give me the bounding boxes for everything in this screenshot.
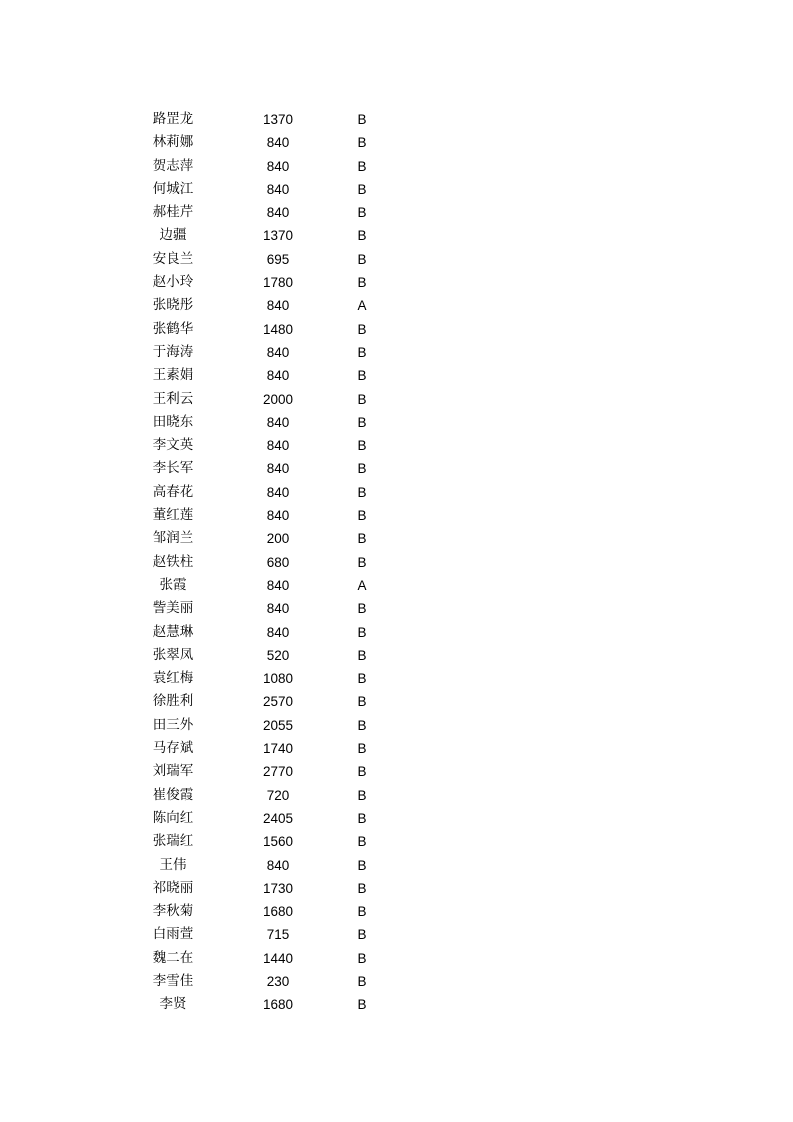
- grade-cell: B: [357, 741, 367, 757]
- amount-cell: 230: [266, 973, 290, 989]
- name-cell: 邹润兰: [152, 530, 194, 547]
- grade-cell: B: [357, 344, 367, 360]
- table-row: [0, 760, 793, 783]
- grade-cell: B: [357, 787, 367, 803]
- grade-cell: B: [357, 275, 367, 291]
- name-cell: 王素娟: [152, 367, 194, 384]
- table-row: [0, 574, 793, 597]
- name-cell: 张鹤华: [152, 320, 194, 337]
- amount-cell: 840: [266, 624, 290, 640]
- name-cell: 袁红梅: [152, 670, 194, 687]
- name-cell: 贺志萍: [152, 157, 194, 174]
- grade-cell: B: [357, 554, 367, 570]
- amount-cell: 840: [266, 158, 290, 174]
- name-cell: 马存斌: [152, 740, 194, 757]
- name-cell: 訾美丽: [152, 600, 194, 617]
- amount-cell: 1780: [262, 275, 294, 291]
- name-cell: 崔俊霞: [152, 786, 194, 803]
- table-row: [0, 504, 793, 527]
- amount-cell: 200: [266, 531, 290, 547]
- name-cell: 田三外: [152, 716, 194, 733]
- grade-cell: B: [357, 997, 367, 1013]
- grade-cell: A: [357, 577, 367, 593]
- table-row: [0, 364, 793, 387]
- table-row: [0, 854, 793, 877]
- table-row: [0, 784, 793, 807]
- amount-cell: 840: [266, 484, 290, 500]
- name-cell: 赵铁柱: [152, 553, 194, 570]
- grade-cell: B: [357, 694, 367, 710]
- table-row: [0, 621, 793, 644]
- amount-cell: 1440: [262, 950, 294, 966]
- grade-cell: B: [357, 671, 367, 687]
- name-cell: 边疆: [159, 227, 187, 244]
- grade-cell: B: [357, 414, 367, 430]
- table-row: [0, 131, 793, 154]
- name-cell: 张晓彤: [152, 297, 194, 314]
- table-row: [0, 551, 793, 574]
- table-row: [0, 527, 793, 550]
- table-row: [0, 411, 793, 434]
- grade-cell: B: [357, 321, 367, 337]
- table-row: [0, 737, 793, 760]
- amount-cell: 840: [266, 344, 290, 360]
- amount-cell: 840: [266, 205, 290, 221]
- grade-cell: B: [357, 973, 367, 989]
- grade-cell: B: [357, 601, 367, 617]
- amount-cell: 1370: [262, 112, 294, 127]
- name-cell: 张霞: [159, 576, 187, 593]
- table-row: [0, 457, 793, 480]
- grade-cell: B: [357, 531, 367, 547]
- amount-cell: 2000: [262, 391, 294, 407]
- table-row: [0, 690, 793, 713]
- grade-cell: B: [357, 205, 367, 221]
- grade-cell: B: [357, 158, 367, 174]
- table-row: [0, 947, 793, 970]
- table-row: [0, 644, 793, 667]
- amount-cell: 840: [266, 508, 290, 524]
- name-cell: 李贤: [159, 996, 187, 1013]
- grade-cell: B: [357, 484, 367, 500]
- name-cell: 王利云: [152, 390, 194, 407]
- name-cell: 刘瑞军: [152, 763, 194, 780]
- amount-cell: 695: [266, 251, 290, 267]
- table-row: [0, 714, 793, 737]
- grade-cell: B: [357, 228, 367, 244]
- amount-cell: 1560: [262, 834, 294, 850]
- amount-cell: 1740: [262, 741, 294, 757]
- table-row: [0, 318, 793, 341]
- name-cell: 徐胜利: [152, 693, 194, 710]
- name-cell: 于海涛: [152, 343, 194, 360]
- amount-cell: 840: [266, 298, 290, 314]
- table-row: [0, 481, 793, 504]
- name-cell: 李文英: [152, 437, 194, 454]
- name-cell: 田晓东: [152, 413, 194, 430]
- grade-cell: A: [357, 298, 367, 314]
- name-cell: 安良兰: [152, 250, 194, 267]
- amount-cell: 840: [266, 181, 290, 197]
- grade-cell: B: [357, 927, 367, 943]
- amount-cell: 1080: [262, 671, 294, 687]
- name-cell: 高春花: [152, 483, 194, 500]
- grade-cell: B: [357, 717, 367, 733]
- grade-cell: B: [357, 391, 367, 407]
- amount-cell: 2055: [262, 717, 294, 733]
- grade-cell: B: [357, 950, 367, 966]
- table-row: [0, 667, 793, 690]
- table-row: [0, 155, 793, 178]
- amount-cell: 520: [266, 647, 290, 663]
- grade-cell: B: [357, 135, 367, 151]
- amount-cell: 840: [266, 857, 290, 873]
- amount-cell: 1370: [262, 228, 294, 244]
- amount-cell: 2570: [262, 694, 294, 710]
- table-row: [0, 201, 793, 224]
- name-cell: 赵小玲: [152, 274, 194, 291]
- table-row: [0, 807, 793, 830]
- grade-cell: B: [357, 181, 367, 197]
- grade-cell: B: [357, 904, 367, 920]
- name-cell: 张瑞红: [152, 833, 194, 850]
- table-row: [0, 830, 793, 853]
- table-row: [0, 248, 793, 271]
- table-row: [0, 178, 793, 201]
- amount-cell: 1680: [262, 997, 294, 1013]
- name-cell: 董红莲: [152, 507, 194, 524]
- amount-cell: 2770: [262, 764, 294, 780]
- table-row: [0, 434, 793, 457]
- name-cell: 白雨萱: [152, 926, 194, 943]
- grade-cell: B: [357, 251, 367, 267]
- grade-cell: B: [357, 880, 367, 896]
- amount-cell: 840: [266, 461, 290, 477]
- grade-cell: B: [357, 368, 367, 384]
- amount-cell: 720: [266, 787, 290, 803]
- amount-cell: 1480: [262, 321, 294, 337]
- grade-cell: B: [357, 857, 367, 873]
- table-row: [0, 877, 793, 900]
- amount-cell: 1680: [262, 904, 294, 920]
- grade-cell: B: [357, 438, 367, 454]
- name-cell: 祁晓丽: [152, 879, 194, 896]
- table-row: [0, 271, 793, 294]
- name-cell: 王伟: [159, 856, 187, 873]
- name-cell: 魏二在: [152, 949, 194, 966]
- table-row: [0, 108, 793, 131]
- name-cell: 陈向红: [152, 809, 194, 826]
- amount-cell: 840: [266, 601, 290, 617]
- grade-cell: B: [357, 112, 367, 127]
- grade-cell: B: [357, 461, 367, 477]
- table-row: [0, 341, 793, 364]
- table-row: [0, 993, 793, 1016]
- table-row: [0, 597, 793, 620]
- grade-cell: B: [357, 647, 367, 663]
- table-row: [0, 970, 793, 993]
- name-cell: 路罡龙: [152, 111, 194, 127]
- amount-cell: 1730: [262, 880, 294, 896]
- name-cell: 赵慧琳: [152, 623, 194, 640]
- amount-cell: 840: [266, 368, 290, 384]
- name-cell: 郝桂芹: [152, 204, 194, 221]
- table-row: [0, 923, 793, 946]
- amount-cell: 840: [266, 135, 290, 151]
- table-row: [0, 294, 793, 317]
- table-row: [0, 224, 793, 247]
- amount-cell: 715: [266, 927, 290, 943]
- name-cell: 李秋菊: [152, 903, 194, 920]
- grade-cell: B: [357, 810, 367, 826]
- amount-cell: 680: [266, 554, 290, 570]
- grade-cell: B: [357, 834, 367, 850]
- table-row: [0, 900, 793, 923]
- data-table: [0, 108, 793, 1017]
- table-row: [0, 388, 793, 411]
- amount-cell: 840: [266, 438, 290, 454]
- name-cell: 李长军: [152, 460, 194, 477]
- name-cell: 林莉娜: [152, 134, 194, 151]
- grade-cell: B: [357, 764, 367, 780]
- name-cell: 何城江: [152, 180, 194, 197]
- name-cell: 李雪佳: [152, 972, 194, 989]
- amount-cell: 840: [266, 414, 290, 430]
- grade-cell: B: [357, 624, 367, 640]
- amount-cell: 840: [266, 577, 290, 593]
- amount-cell: 2405: [262, 810, 294, 826]
- grade-cell: B: [357, 508, 367, 524]
- name-cell: 张翠凤: [152, 646, 194, 663]
